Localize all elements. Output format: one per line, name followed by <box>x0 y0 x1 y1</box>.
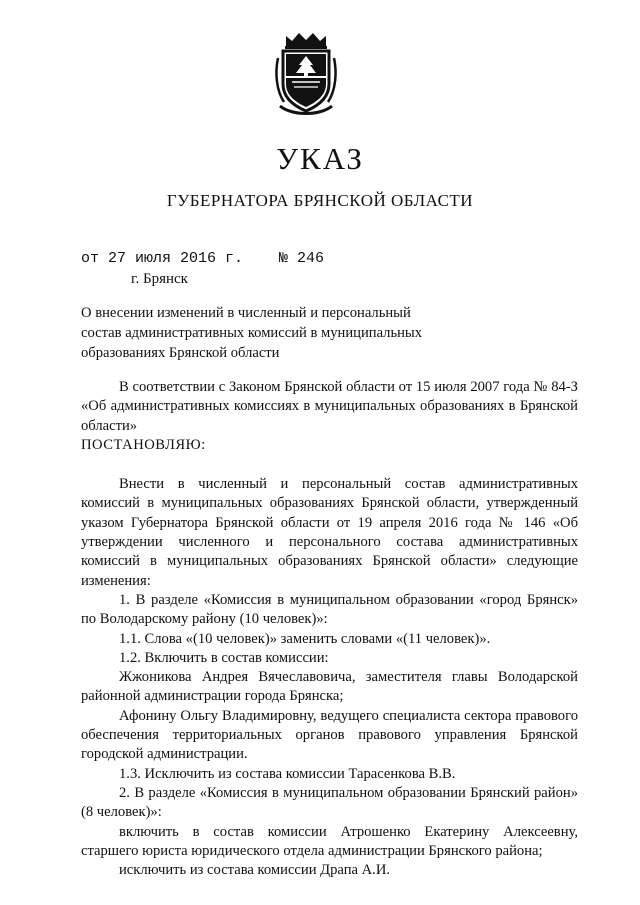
document-subtitle: ГУБЕРНАТОРА БРЯНСКОЙ ОБЛАСТИ <box>166 191 474 210</box>
decree-date: от 27 июля 2016 г. <box>81 250 244 267</box>
included-person-1: Жжоникова Андрея Вячеславовича, заместителя главы Володарской районной администрации города Брянска; <box>81 669 578 705</box>
item-2-exclude: исключить из состава комиссии Драпа А.И. <box>119 862 391 879</box>
decree-body <box>81 378 578 880</box>
included-person-2: Афонину Ольгу Владимировну, ведущего специалиста сектора правового обеспечения территориальных органов правового управления Брянской городской администрации. <box>81 707 578 763</box>
decree-number: № 246 <box>279 250 325 267</box>
decree-date-number-line <box>81 250 324 267</box>
main-paragraph: Внести в численный и персональный состав административных комиссий в муниципальных образованиях Брянской области, утвержденный указом Губернатора Брянской области от 19 апреля 2016 года № 146 «Об утверждении численного и персонального состава административных комиссий в муниципальных образованиях Брянской области» следующие изменения: <box>81 476 578 589</box>
decree-subject <box>81 303 501 363</box>
item-2: 2. В разделе «Комиссия в муниципальном образовании Брянский район» (8 человек)»: <box>81 784 578 821</box>
decree-city: г. Брянск <box>131 271 188 287</box>
item-1-3: 1.3. Исключить из состава комиссии Тарасенкова В.В. <box>119 765 456 782</box>
decree-subject-line: О внесении изменений в численный и персональный <box>81 305 411 321</box>
decree-subject-line: образованиях Брянской области <box>81 345 280 361</box>
bryansk-coat-of-arms-icon <box>272 32 340 116</box>
item-1-1: 1.1. Слова «(10 человек)» заменить словами «(11 человек)». <box>119 630 491 647</box>
item-2-include: включить в состав комиссии Атрошенко Екатерину Алексеевну, старшего юриста юридического отдела администрации Брянского района; <box>81 823 578 859</box>
document-title: УКАЗ <box>276 141 364 176</box>
intro-paragraph: В соответствии с Законом Брянской области от 15 июля 2007 года № 84-З «Об административных комиссиях в муниципальных образованиях в Брянской области» <box>81 379 578 434</box>
item-1: 1. В разделе «Комиссия в муниципальном образовании «город Брянск» по Володарскому району (10 человек)»: <box>81 591 578 628</box>
item-1-2: 1.2. Включить в состав комиссии: <box>119 649 329 666</box>
decree-subject-line: состав административных комиссий в муниципальных <box>81 325 423 341</box>
decree-keyword: ПОСТАНОВЛЯЮ: <box>81 436 206 453</box>
